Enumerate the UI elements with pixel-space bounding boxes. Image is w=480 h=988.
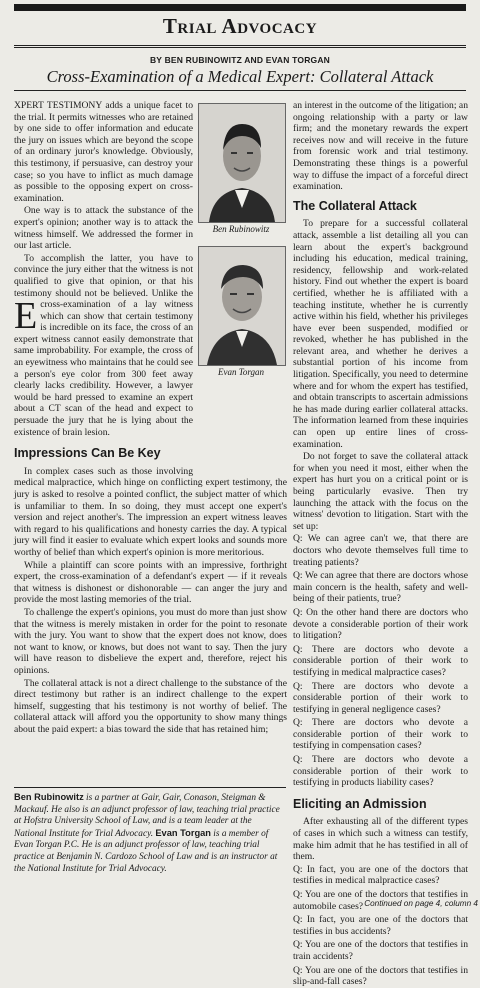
paragraph: Do not forget to save the collateral attack for when you need it most, either when the expert has hurt you on a critical point or is being particularly evasive. Then try launching the attack with the focus on the witness' devotion to litigation. Start with the set up: bbox=[293, 451, 468, 532]
question: Q: We can agree that there are doctors whose main concern is the health, safety and well-being of their patients, true? bbox=[293, 570, 468, 605]
question: Q: On the other hand there are doctors who devote a considerable portion of their work to litigation? bbox=[293, 606, 468, 642]
question: Q: In fact, you are one of the doctors that testifies in medical malpractice cases? bbox=[293, 863, 468, 887]
title-rule bbox=[14, 45, 466, 46]
paragraph: After exhausting all of the different types of cases in which such a witness can testify, make him admit that he has testified in all of them. bbox=[293, 816, 468, 863]
paragraph: The collateral attack is not a direct challenge to the substance of the direct testimony but rather is an indirect challenge to the expert himself, suggesting that his testimony is not worthy of belief. The collateral attack will afford you the opportunity to show many things about the paid expert: a bias toward the side that has retained him; bbox=[14, 677, 287, 735]
top-rule-bar bbox=[14, 4, 466, 11]
question: Q: In fact, you are one of the doctors that testifies in bus accidents? bbox=[293, 914, 468, 937]
bio-name-2: Evan Torgan bbox=[155, 827, 211, 838]
bio-text-2: is a member of Evan Torgan P.C. He is an adjunct professor of law, teaching trial practice at Benjamin N. Cardozo School of Law and is an instructor at the National Institute for Trial Advocacy. bbox=[14, 828, 278, 874]
question: Q: There are doctors who devote a considerable portion of their work to testifying in compensation cases? bbox=[293, 717, 468, 752]
paragraph: While a plaintiff can score points with an impressive, forthright expert, the cross-examination of a defendant's expert — if it reveals that witness is dishonest or dishonorable — can anger the jury and provide the most lasting memories of the trial. bbox=[14, 559, 287, 606]
portrait-1-image bbox=[199, 104, 285, 222]
question: Q: There are doctors who devote a considerable portion of their work to testifying in general negligence cases? bbox=[293, 680, 468, 715]
bio-text-1: is a partner at Gair, Gair, Conason, Steigman & Mackauf. He also is an adjunct professor of law, teaching trial practice at Hofstra University School of Law, and is a team leader at the National Institute for Trial Advocacy. bbox=[14, 793, 280, 839]
portrait-2-image bbox=[199, 247, 285, 365]
paragraph: To accomplish the latter, you have to convince the jury either that the witness is not qualified to give that opinion, or that his testimony should not be believed. Unlike the cross-examination of a lay witness which can show that certain testimony is incredible on its face, the cross of an expert witness cannot easily demonstrate that same improbability. For example, the cross of an eyewitness who maintains that he could see a person's eye color from 300 feet away clearly lacks credibility. However, a lawyer would be hard pressed to examine an expert about a CT scan of the head and expect to persuade the jury that he is lying about the existence of brain lesion. bbox=[14, 252, 193, 438]
article-headline: Cross-Examination of a Medical Expert: Collateral Attack bbox=[46, 67, 434, 86]
paragraph: E XPERT TESTIMONY adds a unique facet to the trial. It permits witnesses who are retained by one side to offer information and educate the jury on issues which are beyond the scope of an ordinary juror's knowledge. Obviously, this testimony, if persuasive, can destroy your case; so you have to inflict as much damage as possible to the opposing expert on cross-examination. bbox=[14, 100, 193, 337]
paragraph: In complex cases such as those involving medical malpractice, which hinge on conflicting expert testimony, the jury is asked to resolve a pointed conflict, the subject matter of which is unfamiliar to them. In so doing, they must accept one expert's version and reject another's. The impression an expert witness leaves with regard to his qualifications and honesty carries the day. A typical jury will find it easier to evaluate which expert looks and sounds more worthy of belief than which expert's opinion is more meritorious. bbox=[14, 465, 287, 558]
continued-note: Continued on page 4, column 4 bbox=[364, 899, 478, 908]
question: Q: There are doctors who devote a considerable portion of their work to testifying in products liability cases? bbox=[293, 754, 468, 789]
question: Q: You are one of the doctors that testifies in train accidents? bbox=[293, 939, 468, 962]
byline: BY BEN RUBINOWITZ AND EVAN TORGAN bbox=[149, 55, 331, 65]
headline-rule bbox=[14, 90, 466, 91]
author-photo-ben-rubinowitz bbox=[198, 103, 286, 223]
photo-caption-2: Evan Torgan bbox=[217, 367, 265, 377]
question: Q: You are one of the doctors that testifies in slip-and-fall cases? bbox=[293, 964, 468, 988]
subhead-impressions: Impressions Can Be Key bbox=[14, 446, 161, 461]
section-title: Trial Advocacy bbox=[162, 14, 318, 38]
drop-cap: E bbox=[14, 295, 38, 337]
paragraph: an interest in the outcome of the litigation; an ongoing relationship with a party or law firm; and the monetary rewards the expert receives now and will receive in the future from forensic work and trial testimony. Demonstrating these things is a powerful way to diffuse the impact of a forceful direct examination. bbox=[293, 100, 468, 193]
question: Q: There are doctors who devote a considerable portion of their work to testifying in medical malpractice cases? bbox=[293, 643, 468, 678]
question: Q: You are one of the doctors that testifies in automobile cases? bbox=[293, 889, 468, 912]
subhead-eliciting-admission: Eliciting an Admission bbox=[293, 796, 427, 811]
subhead-collateral-attack: The Collateral Attack bbox=[293, 198, 417, 213]
title-rule-2 bbox=[14, 47, 466, 48]
photo-caption-1: Ben Rubinowitz bbox=[212, 224, 270, 234]
author-photo-evan-torgan bbox=[198, 246, 286, 366]
paragraph: One way is to attack the substance of the expert's opinion; another way is to attack the witness himself. We addressed the former in our last article. bbox=[14, 205, 193, 252]
paragraph: To prepare for a successful collateral attack, assemble a list detailing all you can learn about the expert's background including his education, medical training, residency, fellowship and work-related history. Find out whether the expert is board certified, whether he is affiliated with a teaching institute, whether he is currently active within his field, whether his privileges have ever been suspended, modified or revoked, whether he has published in the relevant area, and whether he derives a substantial portion of his income from litigation. Specifically, you need to determine where and for whom the expert has testified, and obtain transcripts to ascertain admissions he has made during earlier collateral attacks. The information learned from these inquiries can open up entire lines of cross-examination. bbox=[293, 218, 468, 450]
paragraph: To challenge the expert's opinions, you must do more than just show that the witness is merely mistaken in order for the point to resonate with the jury. You want to show that the expert does not know, does not want to know, or knows, but does not want to say. Then the jury will have reason to disbelieve the expert and, therefore, reject his opinions. bbox=[14, 606, 287, 676]
author-bio bbox=[14, 787, 286, 918]
question: Q: We can agree can't we, that there are doctors who devote themselves full time to treating patients? bbox=[293, 533, 468, 568]
bio-name-1: Ben Rubinowitz bbox=[14, 792, 84, 802]
